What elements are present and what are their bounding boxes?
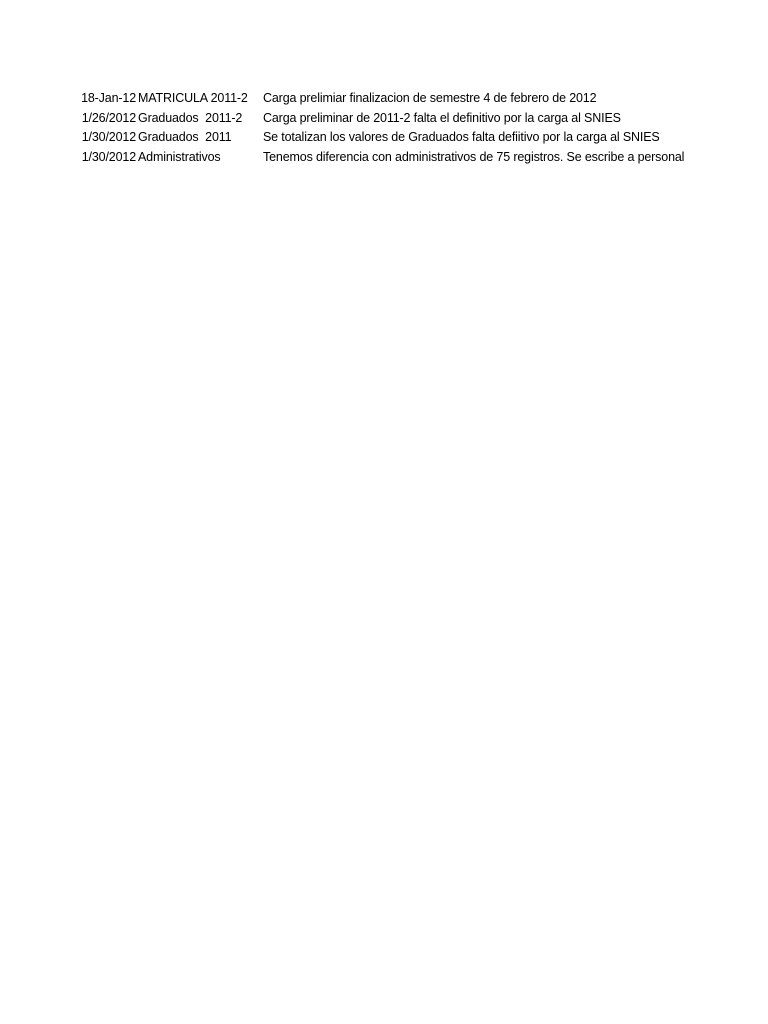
date-cell: 1/30/2012 [81, 150, 136, 165]
table-row [72, 109, 732, 129]
category-cell: MATRICULA 2011-2 [138, 91, 248, 105]
note-cell: Se totalizan los valores de Graduados falta defiitivo por la carga al SNIES [263, 130, 660, 145]
table-row [72, 128, 732, 148]
table-row [72, 89, 732, 109]
category-cell: Administrativos [138, 150, 221, 165]
date-cell: 1/30/2012 [81, 130, 136, 145]
data-log-table [72, 89, 732, 168]
category-cell: Graduados 2011 [138, 130, 232, 145]
date-cell: 1/26/2012 [81, 110, 136, 125]
note-cell: Tenemos diferencia con administrativos de 75 registros. Se escribe a personal [263, 150, 685, 165]
table-row [72, 148, 732, 168]
note-cell: Carga prelimiar finalizacion de semestre 4 de febrero de 2012 [263, 91, 597, 105]
note-cell: Carga preliminar de 2011-2 falta el definitivo por la carga al SNIES [263, 110, 621, 125]
date-cell: 18-Jan-12 [81, 91, 136, 105]
category-cell: Graduados 2011-2 [138, 110, 243, 125]
